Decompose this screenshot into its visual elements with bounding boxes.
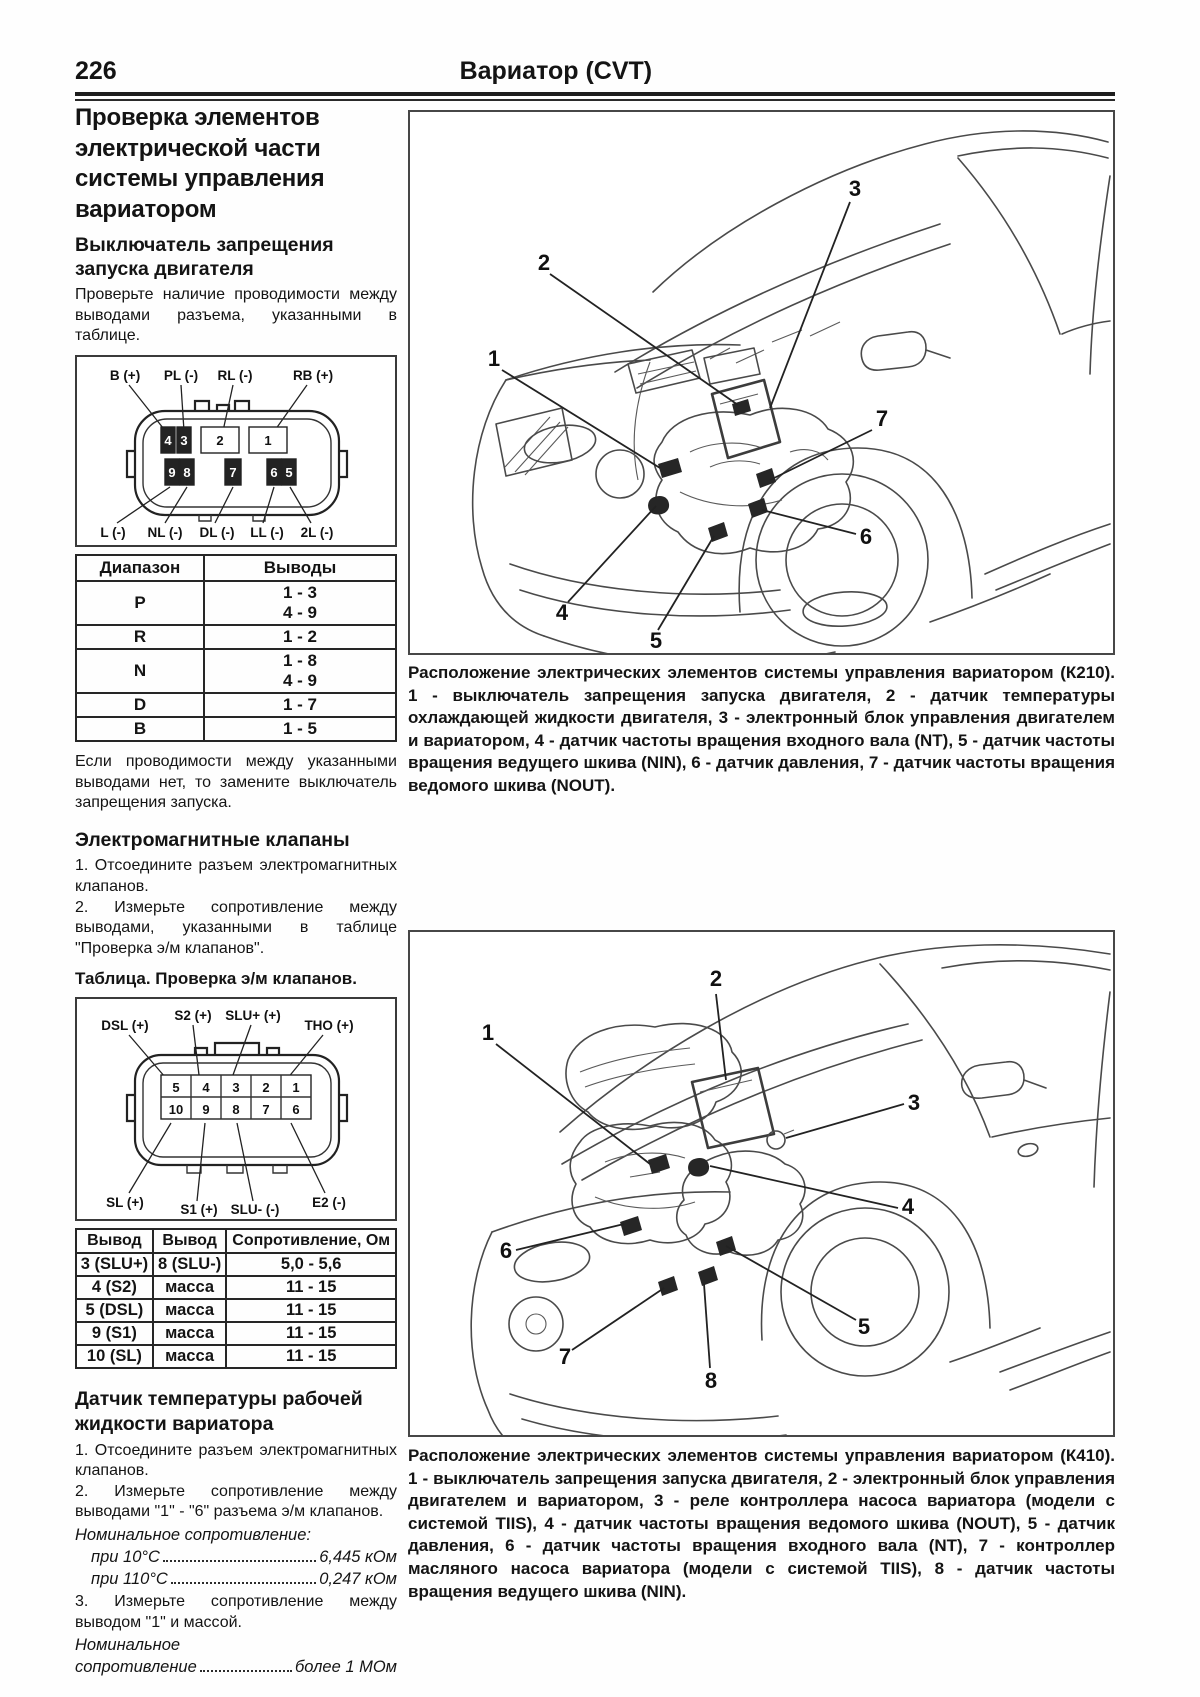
fluid-temp-sensor-heading: Датчик температуры рабочей жидкости вариатора	[75, 1388, 363, 1435]
value-cell: 9 (S1)	[76, 1322, 153, 1345]
value-cell: 8 (SLU-)	[153, 1253, 227, 1276]
callout-1: 1	[481, 1020, 495, 1045]
connector2-pin-4: 4	[202, 1080, 210, 1096]
table-row	[76, 1276, 396, 1299]
connector2-label-s2: S2 (+)	[174, 1008, 212, 1024]
connector2-label-e2: E2 (-)	[312, 1195, 346, 1211]
connector1-diagram	[77, 363, 395, 543]
connector1-label-ll: LL (-)	[250, 524, 284, 540]
pins-cell: 1 - 8 4 - 9	[204, 649, 396, 693]
left-column	[75, 103, 397, 1680]
connector1-label-rb: RB (+)	[292, 367, 334, 383]
connector2-label-slu-minus: SLU- (-)	[230, 1202, 280, 1218]
connector2-pin-6: 6	[292, 1102, 300, 1118]
nominal-resistance-2-line1: Номинальное	[75, 1636, 181, 1655]
page-header	[75, 57, 1115, 86]
pins-cell: 1 - 2	[204, 625, 396, 649]
callout-3: 3	[907, 1090, 921, 1115]
header-title: Вариатор (CVT)	[459, 57, 653, 85]
table-row	[76, 717, 396, 741]
figure-k410-caption: Расположение электрических элементов системы управления вариатором (К410). 1 - выключатель запрещения запуска двигателя, 2 - электронный блок управления двигателем и вариатором, 3 - реле контроллера насоса вариатора (модели с системой TIIS), 4 - датчик частоты вращения ведомого шкива (NOUT), 5 - датчик давления, 6 - датчик частоты вращения входного вала (NT), 7 - контроллер масляного насоса вариатора (модели с системой TIIS), 8 - датчик частоты вращения ведущего шкива (NIN).	[408, 1446, 1115, 1601]
spec-label-110c: при 110°С	[91, 1570, 168, 1589]
car-illustration-k210	[410, 112, 1113, 653]
connector2-pin-7: 7	[262, 1102, 270, 1118]
range-cell: D	[76, 693, 204, 717]
solenoids-step-2: 2. Измерьте сопротивление между выводами, указанными в таблице "Проверка э/м клапанов".	[75, 898, 397, 957]
value-cell: 4 (S2)	[76, 1276, 153, 1299]
value-cell: масса	[153, 1276, 227, 1299]
temp-step-1: 1. Отсоедините разъем электромагнитных клапанов.	[75, 1441, 397, 1480]
connector2-pin-8: 8	[232, 1102, 240, 1118]
table-row	[76, 693, 396, 717]
callout-4: 4	[901, 1194, 915, 1219]
pins-cell: 1 - 3 4 - 9	[204, 581, 396, 625]
spec-row-10c	[75, 1548, 397, 1567]
table-row	[76, 649, 396, 693]
value-cell: 11 - 15	[226, 1322, 396, 1345]
connector1-label-nl: NL (-)	[147, 524, 183, 540]
main-heading: Проверка элементов электрической части системы управления вариатором	[75, 104, 325, 224]
connector1-pin-1: 1	[264, 432, 272, 448]
connector1-label-dl: DL (-)	[199, 524, 235, 540]
table-row	[76, 1322, 396, 1345]
callout-2: 2	[537, 250, 551, 275]
connector1-label-l: L (-)	[100, 524, 126, 540]
callout-3: 3	[848, 176, 862, 201]
connector2-label-s1: S1 (+)	[180, 1202, 218, 1218]
callout-8: 8	[704, 1368, 718, 1393]
table-row	[76, 581, 396, 625]
nominal-resistance-title: Номинальное сопротивление:	[75, 1526, 311, 1545]
connector1-pin-8: 8	[183, 464, 191, 480]
solenoid-resistance-table	[75, 1228, 397, 1369]
solenoid-table-title: Таблица. Проверка э/м клапанов.	[75, 969, 357, 989]
spec-row-110c	[75, 1570, 397, 1589]
callout-6: 6	[499, 1238, 513, 1263]
value-cell: 11 - 15	[226, 1299, 396, 1322]
callout-5: 5	[649, 628, 663, 653]
solenoids-heading: Электромагнитные клапаны	[75, 828, 350, 851]
table-row	[76, 1299, 396, 1322]
table2-header-pin-b: Вывод	[153, 1229, 227, 1253]
sub-heading-start-inhibit: Выключатель запрещения запуска двигателя	[75, 233, 334, 281]
table2-header-resistance: Сопротивление, Ом	[226, 1229, 396, 1253]
value-cell: 3 (SLU+)	[76, 1253, 153, 1276]
callout-2: 2	[709, 966, 723, 991]
dotted-leader	[163, 1560, 316, 1562]
figure-k210-caption: Расположение электрических элементов системы управления вариатором (К210). 1 - выключатель запрещения запуска двигателя, 2 - датчик температуры охлаждающей жидкости двигателя, 3 - электронный блок управления двигателем и вариатором, 4 - датчик частоты вращения входного вала (NT), 5 - датчик частоты вращения ведущего шкива (NIN), 6 - датчик давления, 7 - датчик частоты вращения ведомого шкива (NOUT).	[408, 663, 1115, 796]
spec-value-110c: 0,247 кОм	[319, 1570, 397, 1589]
range-cell: B	[76, 717, 204, 741]
pins-cell: 1 - 7	[204, 693, 396, 717]
value-cell: 11 - 15	[226, 1345, 396, 1368]
connector1-pin-3: 3	[180, 432, 188, 448]
range-cell: R	[76, 625, 204, 649]
range-cell: P	[76, 581, 204, 625]
pins-cell: 1 - 5	[204, 717, 396, 741]
connector1-pin-4: 4	[164, 432, 172, 448]
temp-step-2: 2. Измерьте сопротивление между выводами "1" - "6" разъема э/м клапанов.	[75, 1482, 397, 1521]
connector2-pin-3: 3	[232, 1080, 240, 1096]
table1-header-range: Диапазон	[76, 555, 204, 581]
value-cell: масса	[153, 1299, 227, 1322]
table-row	[76, 625, 396, 649]
temp-step-3: 3. Измерьте сопротивление между выводом "1" и массой.	[75, 1593, 397, 1631]
callout-4: 4	[555, 600, 569, 625]
connector2-pin-5: 5	[172, 1080, 180, 1096]
table-row	[76, 1253, 396, 1276]
connector1-pin-2: 2	[216, 432, 224, 448]
dotted-leader	[171, 1582, 316, 1584]
intro-paragraph: Проверьте наличие проводимости между выводами разъема, указанными в таблице.	[75, 286, 397, 345]
connector1-label-rl: RL (-)	[217, 367, 253, 383]
connector1-label-pl: PL (-)	[163, 367, 199, 383]
table2-header-pin-a: Вывод	[76, 1229, 153, 1253]
callout-6: 6	[859, 524, 873, 549]
connector1-label-2l: 2L (-)	[300, 524, 334, 540]
table-row	[76, 1345, 396, 1368]
page-number: 226	[75, 57, 117, 85]
connector2-label-sl: SL (+)	[106, 1195, 144, 1211]
value-cell: масса	[153, 1345, 227, 1368]
connector2-diagram-box	[75, 997, 397, 1221]
value-cell: 11 - 15	[226, 1276, 396, 1299]
callout-7: 7	[558, 1344, 572, 1369]
connector2-pin-2: 2	[262, 1080, 270, 1096]
range-terminals-table	[75, 554, 397, 742]
figure-k210-frame	[408, 110, 1115, 655]
connector2-label-slu-plus: SLU+ (+)	[225, 1008, 281, 1024]
value-cell: 5 (DSL)	[76, 1299, 153, 1322]
connector2-label-tho: THO (+)	[304, 1018, 354, 1034]
spec-value-ground: более 1 МОм	[295, 1658, 397, 1677]
callout-5: 5	[857, 1314, 871, 1339]
table1-header-pins: Выводы	[204, 555, 396, 581]
value-cell: 10 (SL)	[76, 1345, 153, 1368]
solenoids-step-1: 1. Отсоедините разъем электромагнитных клапанов.	[75, 857, 397, 895]
car-illustration-k410	[410, 932, 1113, 1435]
connector1-diagram-box	[75, 355, 397, 547]
callout-1: 1	[487, 346, 501, 371]
connector1-pin-9: 9	[168, 464, 176, 480]
connector2-label-dsl: DSL (+)	[101, 1018, 149, 1034]
spec-value-10c: 6,445 кОм	[319, 1548, 397, 1567]
connector2-pin-10: 10	[168, 1102, 184, 1118]
connector1-label-b: B (+)	[109, 367, 141, 383]
connector2-pin-9: 9	[202, 1102, 210, 1118]
spec-label-10c: при 10°С	[91, 1548, 160, 1567]
range-cell: N	[76, 649, 204, 693]
table-header-row	[76, 555, 396, 581]
connector2-diagram	[77, 1005, 395, 1217]
value-cell: масса	[153, 1322, 227, 1345]
note-paragraph: Если проводимости между указанными выводами нет, то замените выключатель запрещения запуска.	[75, 752, 397, 812]
dotted-leader	[200, 1670, 292, 1672]
table-header-row	[76, 1229, 396, 1253]
spec-label-ground: сопротивление	[75, 1658, 197, 1677]
connector2-pin-1: 1	[292, 1080, 300, 1096]
connector1-pin-6: 6	[270, 464, 278, 480]
connector1-pin-7: 7	[229, 464, 237, 480]
figure-k410-frame	[408, 930, 1115, 1437]
connector1-pin-5: 5	[285, 464, 293, 480]
spec-row-ground	[75, 1658, 397, 1677]
value-cell: 5,0 - 5,6	[226, 1253, 396, 1276]
callout-7: 7	[875, 406, 889, 431]
header-rule	[75, 92, 1115, 101]
